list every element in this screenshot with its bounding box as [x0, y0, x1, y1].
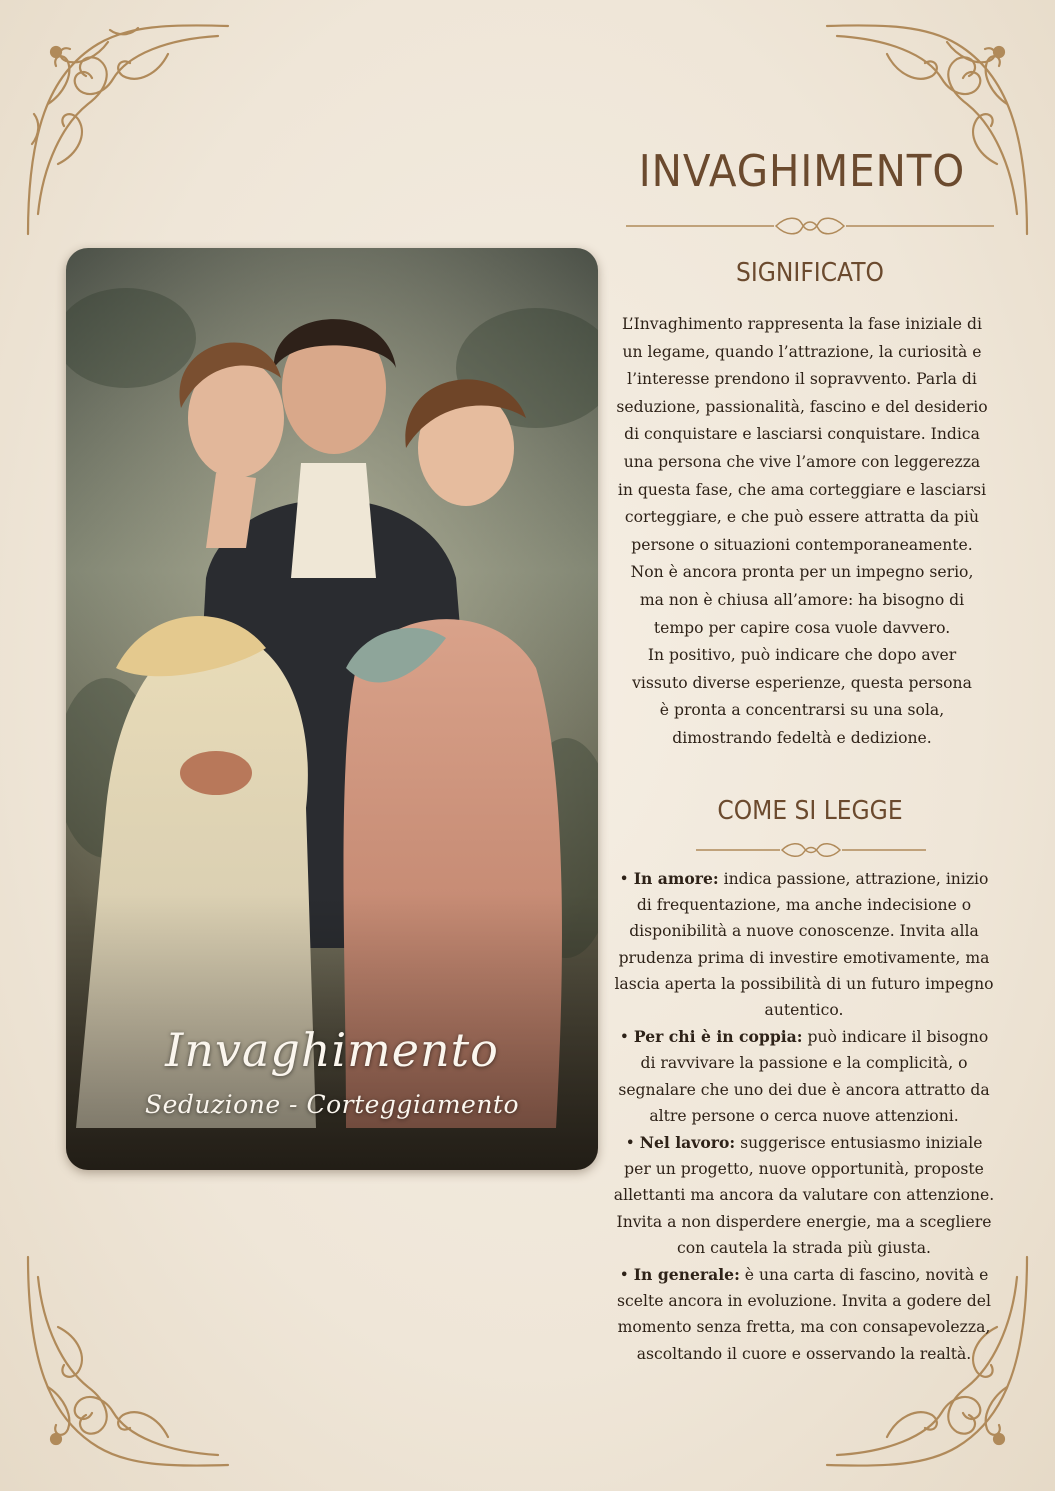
significato-line: corteggiare, e che può essere attratta da più: [624, 508, 980, 527]
corner-ornament-top-left: [18, 14, 248, 244]
significato-line: ma non è chiusa all’amore: ha bisogno di: [639, 590, 965, 609]
corner-ornament-top-right: [807, 14, 1037, 244]
bullet-dot-icon: •: [619, 1266, 634, 1285]
significato-line: una persona che vive l’amore con leggerezza: [623, 452, 981, 471]
list-item: [612, 1130, 996, 1261]
list-item: [612, 866, 996, 1023]
significato-line: Non è ancora pronta per un impegno serio,: [630, 563, 974, 582]
bullet-label: Nel lavoro:: [639, 1133, 736, 1153]
significato-line: persone o situazioni contemporaneamente.: [631, 535, 973, 554]
bullet-label: In amore:: [633, 869, 719, 888]
significato-line: In positivo, può indicare che dopo aver: [647, 646, 957, 665]
title-divider: [626, 214, 994, 238]
significato-line: di conquistare e lasciarsi conquistare. Indica: [624, 425, 980, 444]
significato-line: è pronta a concentrarsi su una sola,: [659, 701, 945, 720]
bullet-label: In generale:: [633, 1265, 740, 1285]
bullet-text: suggerisce entusiasmo iniziale per un progetto, nuove opportunità, proposte allettanti ma ancora da valutare con attenzione. Invita a non disperdere energie, ma a scegliere con cautela la strada più giusta.: [613, 1134, 995, 1257]
card-subtitle: Seduzione - Corteggiamento: [144, 1090, 520, 1119]
bullet-dot-icon: •: [619, 870, 634, 888]
significato-line: vissuto diverse esperienze, questa persona: [632, 673, 972, 692]
bullet-dot-icon: •: [625, 1134, 640, 1153]
significato-line: L’Invaghimento rappresenta la fase iniziale di: [622, 315, 982, 333]
section-heading-come-si-legge: COME SI LEGGE: [717, 796, 903, 826]
section-heading-significato: SIGNIFICATO: [736, 258, 884, 288]
significato-line: in questa fase, che ama corteggiare e lasciarsi: [617, 480, 987, 499]
bullet-text: è una carta di fascino, novità e scelte ancora in evoluzione. Invita a godere del momento senza fretta, ma con consapevolezza, ascoltando il cuore e osservando la realtà.: [617, 1266, 991, 1363]
significato-line: dimostrando fedeltà e dedizione.: [672, 728, 932, 747]
list-item: [612, 1262, 996, 1367]
section-divider: [696, 838, 926, 862]
reading-bullet-list: [612, 866, 996, 1368]
significato-paragraph: [616, 311, 988, 753]
bullet-text: può indicare il bisogno di ravvivare la passione e la complicità, o segnalare che uno dei due è ancora attratto da altre persone o cerca nuove attenzioni.: [618, 1028, 990, 1125]
significato-line: tempo per capire cosa vuole davvero.: [653, 618, 951, 637]
bullet-text: indica passione, attrazione, inizio di frequentazione, ma anche indecisione o disponibilità a nuove conoscenze. Invita alla prudenza prima di investire emotivamente, ma lascia aperta la possibilità di un futuro impegno autentico.: [614, 870, 994, 1020]
bullet-label: Per chi è in coppia:: [633, 1027, 803, 1047]
page-title: INVAGHIMENTO: [638, 146, 966, 197]
tarot-card: [66, 248, 598, 1170]
card-title: Invaghimento: [165, 1023, 499, 1077]
significato-line: un legame, quando l’attrazione, la curiosità e: [622, 342, 982, 361]
corner-ornament-bottom-left: [18, 1247, 248, 1477]
significato-line: l’interesse prendono il sopravvento. Parla di: [627, 370, 977, 389]
list-item: [612, 1024, 996, 1129]
bullet-dot-icon: •: [619, 1028, 634, 1047]
significato-line: seduzione, passionalità, fascino e del desiderio: [616, 397, 988, 416]
